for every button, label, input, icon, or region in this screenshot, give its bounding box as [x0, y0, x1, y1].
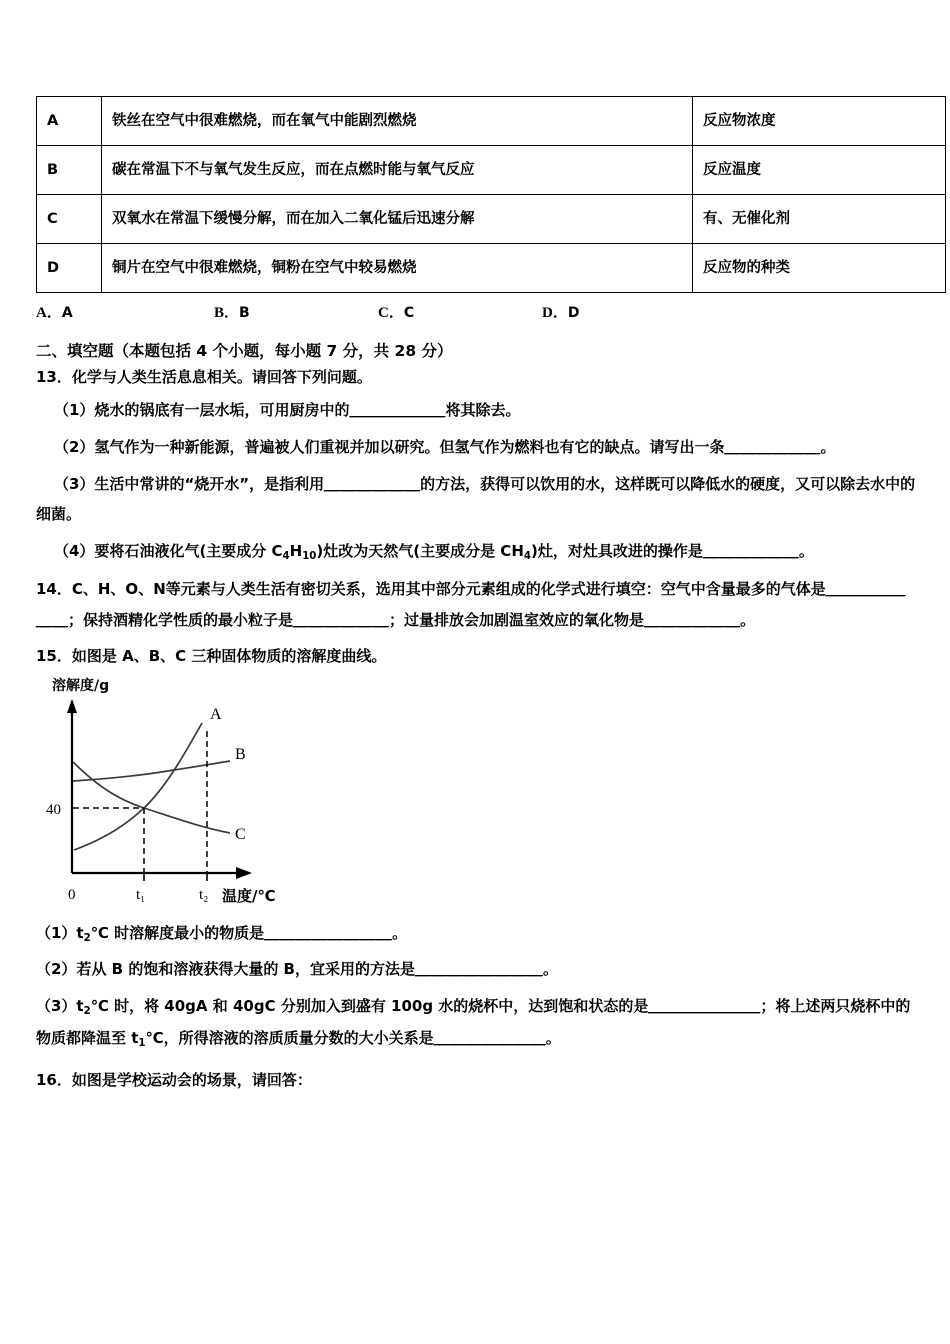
- q13-4-subscript-1: 4: [282, 550, 290, 562]
- q14-answer-blank-3[interactable]: ＿＿＿＿＿＿: [644, 610, 741, 629]
- q15-3-text-b: ；将上述两只烧杯中的物质都降温至 t: [36, 997, 911, 1048]
- q15-1-answer-blank[interactable]: ＿＿＿＿＿＿＿＿: [264, 923, 393, 942]
- q13-2-text-b: 。: [820, 437, 836, 456]
- table-row: [37, 195, 946, 244]
- choice-d[interactable]: [542, 301, 579, 322]
- chart-series-a-label: A: [210, 705, 222, 723]
- table-row: [37, 244, 946, 293]
- q13-4-text-a4: )灶，对灶具改进的操作是: [530, 542, 703, 561]
- q15-3-subscript-1: 2: [83, 1006, 91, 1018]
- chart-x-tick-label-0: 0: [68, 886, 76, 903]
- chart-series-a-curve: [74, 723, 202, 850]
- choice-b-label: B．: [214, 305, 240, 321]
- chart-y-tick-label-40: 40: [46, 801, 61, 818]
- table-row: [37, 146, 946, 195]
- q15-1-text-b: 。: [392, 923, 408, 942]
- chart-x-axis-arrow: [236, 867, 252, 879]
- q15-2-text-a: （2）若从 B 的饱和溶液获得大量的 B，宜采用的方法是: [36, 960, 415, 979]
- q14-text-a: 14．C、H、O、N等元素与人类生活有密切关系，选用其中部分元素组成的化学式进行填空：空气中含量最多的气体是: [36, 579, 826, 598]
- choice-d-value: D: [567, 305, 580, 321]
- q15-3-text-a2: ℃ 时，将 40gA 和 40gC 分别加入到盛有 100g 水的烧杯中，达到饱和状态的是: [90, 997, 649, 1016]
- q13-2-text-a: （2）氢气作为一种新能源，普遍被人们重视并加以研究。但氢气作为燃料也有它的缺点。请写出一条: [54, 437, 725, 456]
- q14-text-d: 。: [740, 610, 756, 629]
- choice-c[interactable]: [378, 301, 414, 322]
- choice-a-label: A．: [36, 305, 62, 321]
- table-cell-factor: 反应物的种类: [693, 244, 946, 293]
- answer-choices: [36, 301, 920, 325]
- table-row: [37, 97, 946, 146]
- q14-answer-blank-1[interactable]: ＿＿＿＿＿＿＿: [36, 579, 906, 629]
- q15-3-text-a: （3）t: [36, 997, 84, 1016]
- table-cell-factor: 反应物浓度: [693, 97, 946, 146]
- choice-a[interactable]: [36, 301, 73, 322]
- table-cell-option: D: [37, 244, 102, 293]
- choice-b[interactable]: [214, 301, 250, 322]
- choice-d-label: D．: [542, 305, 568, 321]
- question-14: [36, 574, 920, 636]
- q15-2-answer-blank[interactable]: ＿＿＿＿＿＿＿＿: [414, 960, 543, 979]
- q14-answer-blank-2[interactable]: ＿＿＿＿＿＿: [293, 610, 390, 629]
- q15-1-text-a2: ℃ 时溶解度最小的物质是: [90, 923, 265, 942]
- q13-3-text-a: （3）生活中常讲的“烧开水”，是指利用: [54, 474, 325, 493]
- choice-c-label: C．: [378, 305, 404, 321]
- solubility-curve-chart: [44, 675, 324, 910]
- section-heading: 二、填空题（本题包括 4 个小题，每小题 7 分，共 28 分）: [36, 342, 453, 360]
- question-16-stem: 16．如图是学校运动会的场景，请回答：: [36, 1070, 312, 1089]
- q13-2-answer-blank[interactable]: ＿＿＿＿＿＿: [724, 437, 821, 456]
- choice-a-value: A: [61, 305, 73, 321]
- chart-series-c-label: C: [235, 825, 246, 843]
- q13-4-text-a: （4）要将石油液化气(主要成分 C: [54, 542, 283, 561]
- table-cell-option: A: [37, 97, 102, 146]
- q15-3-answer-blank-1[interactable]: ＿＿＿＿＿＿＿: [648, 997, 761, 1016]
- chart-y-axis-label: 溶解度/g: [52, 677, 110, 694]
- table-cell-description: 碳在常温下不与氧气发生反应，而在点燃时能与氧气反应: [102, 146, 693, 195]
- table-cell-option: B: [37, 146, 102, 195]
- chart-x-tick-label-t2: t₂: [199, 886, 209, 903]
- q15-3-text-b2: ℃，所得溶液的溶质质量分数的大小关系是: [145, 1029, 434, 1048]
- q13-4-text-a2: H: [289, 542, 303, 561]
- q13-4-answer-blank[interactable]: ＿＿＿＿＿＿: [702, 542, 799, 561]
- table-cell-factor: 有、无催化剂: [693, 195, 946, 244]
- chart-svg: [44, 675, 324, 910]
- chart-series-b-label: B: [235, 745, 246, 763]
- q13-4-text-b: 。: [798, 542, 814, 561]
- question-15-item-3: [36, 991, 920, 1055]
- chart-y-axis-arrow: [67, 699, 77, 713]
- table-cell-description: 铁丝在空气中很难燃烧，而在氧气中能剧烈燃烧: [102, 97, 693, 146]
- q13-4-subscript-3: 4: [523, 550, 531, 562]
- question-13-stem: 13．化学与人类生活息息相关。请回答下列问题。: [36, 367, 372, 386]
- q15-2-text-b: 。: [543, 960, 559, 979]
- chart-x-tick-label-t1: t₁: [136, 886, 146, 903]
- q13-4-text-a3: )灶改为天然气(主要成分是 CH: [316, 542, 524, 561]
- q13-1-answer-blank[interactable]: ＿＿＿＿＿＿: [349, 401, 446, 420]
- question-15-item-2: [36, 958, 920, 981]
- table-cell-description: 双氧水在常温下缓慢分解，而在加入二氧化锰后迅速分解: [102, 195, 693, 244]
- q14-text-b: ；保持酒精化学性质的最小粒子是: [68, 610, 294, 629]
- q15-1-text-a: （1）t: [36, 923, 84, 942]
- q13-3-text-b: 的方法，获得可以饮用的水，这样既可以降低水的硬度，又可以除去水中的细菌。: [36, 474, 916, 524]
- q15-3-text-c: 。: [545, 1029, 561, 1048]
- q13-3-answer-blank[interactable]: ＿＿＿＿＿＿: [324, 474, 421, 493]
- choice-c-value: C: [403, 305, 415, 321]
- q14-text-c: ；过量排放会加剧温室效应的氧化物是: [389, 610, 645, 629]
- question-13-item-2: [36, 432, 920, 463]
- q13-1-text-a: （1）烧水的锅底有一层水垢，可用厨房中的: [54, 401, 350, 420]
- options-table: [36, 96, 946, 293]
- table-cell-factor: 反应温度: [693, 146, 946, 195]
- table-cell-option: C: [37, 195, 102, 244]
- q15-1-subscript: 2: [83, 932, 91, 944]
- q15-3-answer-blank-2[interactable]: ＿＿＿＿＿＿＿: [433, 1029, 546, 1048]
- q13-4-subscript-2: 10: [302, 550, 317, 562]
- question-13-item-4: [36, 536, 920, 568]
- table-cell-description: 铜片在空气中很难燃烧，铜粉在空气中较易燃烧: [102, 244, 693, 293]
- q15-3-subscript-2: 1: [138, 1038, 146, 1050]
- choice-b-value: B: [239, 305, 250, 321]
- page-content: [36, 0, 920, 1092]
- question-13-item-3: [36, 469, 920, 531]
- question-15-item-1: [36, 922, 920, 947]
- question-13-item-1: [36, 395, 920, 426]
- chart-x-axis-label: 温度/℃: [222, 886, 276, 905]
- question-15-stem: 15．如图是 A、B、C 三种固体物质的溶解度曲线。: [36, 647, 387, 666]
- q13-1-text-b: 将其除去。: [445, 401, 521, 420]
